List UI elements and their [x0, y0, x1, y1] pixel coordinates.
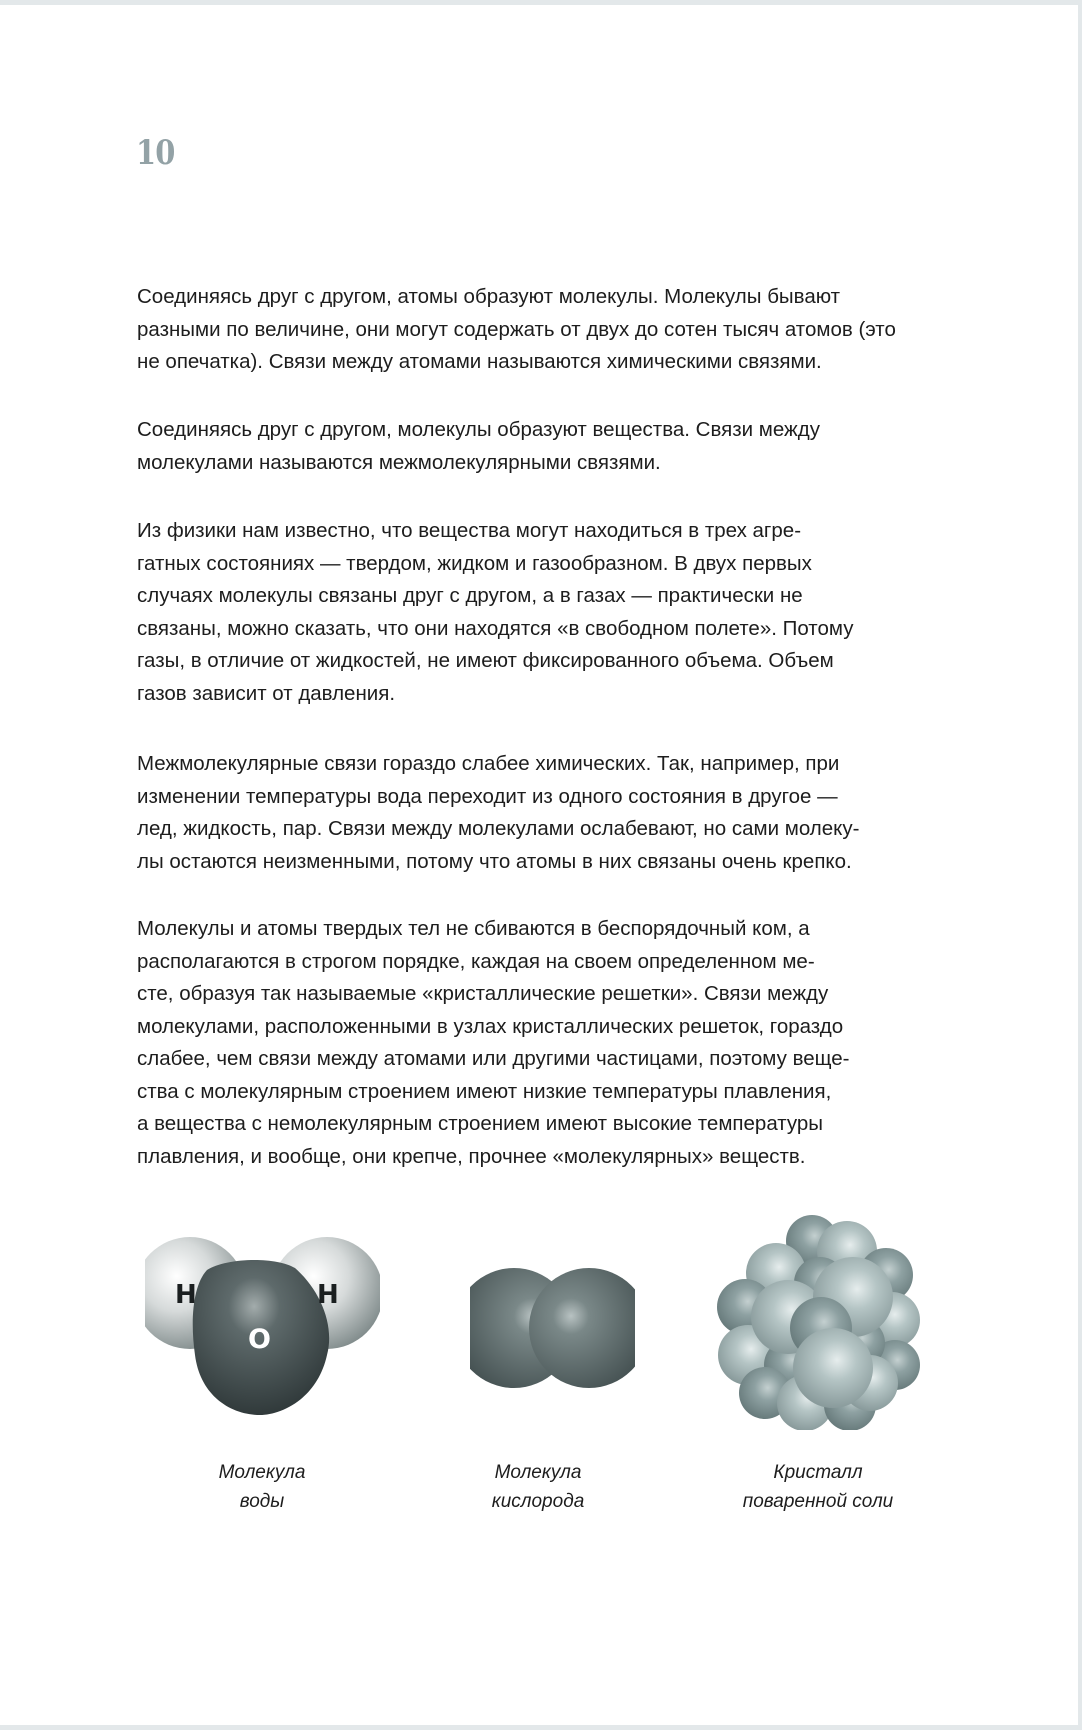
text-line: случаях молекулы связаны друг с другом, а в газах — практически не	[137, 584, 803, 607]
text-line: лед, жидкость, пар. Связи между молекулами ослабевают, но сами молеку-	[137, 817, 860, 840]
text-line: Молекулы и атомы твердых тел не сбиваются в беспорядочный ком, а	[137, 917, 810, 940]
text-line: молекулами называются межмолекулярными связями.	[137, 450, 661, 474]
text-line: слабее, чем связи между атомами или другими частицами, поэтому веще-	[137, 1047, 850, 1070]
text-line: связаны, можно сказать, что они находятся «в свободном полете». Потому	[137, 616, 854, 640]
text-line: Межмолекулярные связи гораздо слабее химических. Так, например, при	[137, 752, 840, 775]
page-number: 10	[136, 133, 175, 173]
text-line: гатных состояниях — твердом, жидком и газообразном. В двух первых	[137, 551, 812, 575]
paragraph-molecules-substances	[137, 414, 1017, 479]
paragraph-states-of-matter	[137, 515, 1017, 710]
text-line: газов зависит от давления.	[137, 681, 396, 705]
caption-salt-crystal	[698, 1458, 938, 1516]
caption-line: Кристалл	[773, 1462, 863, 1483]
text-line: Из физики нам известно, что вещества могут находиться в трех агре-	[137, 519, 802, 542]
text-line: молекулами, расположенными в узлах кристаллических решеток, гораздо	[137, 1014, 844, 1038]
text-line: плавления, и вообще, они крепче, прочнее «молекулярных» веществ.	[137, 1144, 806, 1168]
paragraph-atoms-molecules	[137, 281, 1017, 379]
text-line: Соединяясь друг с другом, молекулы образуют вещества. Связи между	[137, 418, 820, 441]
oxygen-molecule-illustration	[470, 1262, 635, 1392]
caption-line: поваренной соли	[742, 1491, 894, 1512]
caption-line: Молекула	[218, 1462, 306, 1483]
text-line: не опечатка). Связи между атомами называются химическими связями.	[137, 350, 822, 373]
text-line: сте, образуя так называемые «кристаллические решетки». Связи между	[137, 982, 829, 1005]
text-line: Соединяясь друг с другом, атомы образуют молекулы. Молекулы бывают	[137, 285, 841, 308]
book-page	[0, 5, 1078, 1725]
paragraph-crystal-lattices	[137, 913, 1017, 1173]
text-line: разными по величине, они могут содержать от двух до сотен тысяч атомов (это	[137, 317, 896, 341]
text-line: располагаются в строгом порядке, каждая на своем определенном ме-	[137, 949, 815, 973]
water-molecule-illustration	[145, 1230, 380, 1425]
oxygen-label: O	[248, 1324, 271, 1355]
caption-line: воды	[239, 1491, 285, 1512]
hydrogen-label: H	[175, 1280, 197, 1310]
salt-crystal-illustration	[710, 1205, 920, 1430]
text-line: а вещества с немолекулярным строением имеют высокие температуры	[137, 1112, 824, 1135]
caption-line: кислорода	[491, 1491, 585, 1512]
text-line: изменении температуры вода переходит из одного состояния в другое —	[137, 784, 838, 808]
caption-water-molecule	[142, 1458, 382, 1516]
caption-line: Молекула	[494, 1462, 582, 1483]
hydrogen-label: H	[317, 1280, 339, 1310]
ion-sphere	[793, 1328, 873, 1408]
text-line: лы остаются неизменными, потому что атомы в них связаны очень крепко.	[137, 849, 852, 873]
caption-oxygen-molecule	[418, 1458, 658, 1516]
text-line: ства с молекулярным строением имеют низкие температуры плавления,	[137, 1079, 832, 1103]
text-line: газы, в отличие от жидкостей, не имеют фиксированного объема. Объем	[137, 649, 834, 672]
paragraph-intermolecular-bonds	[137, 748, 1017, 878]
